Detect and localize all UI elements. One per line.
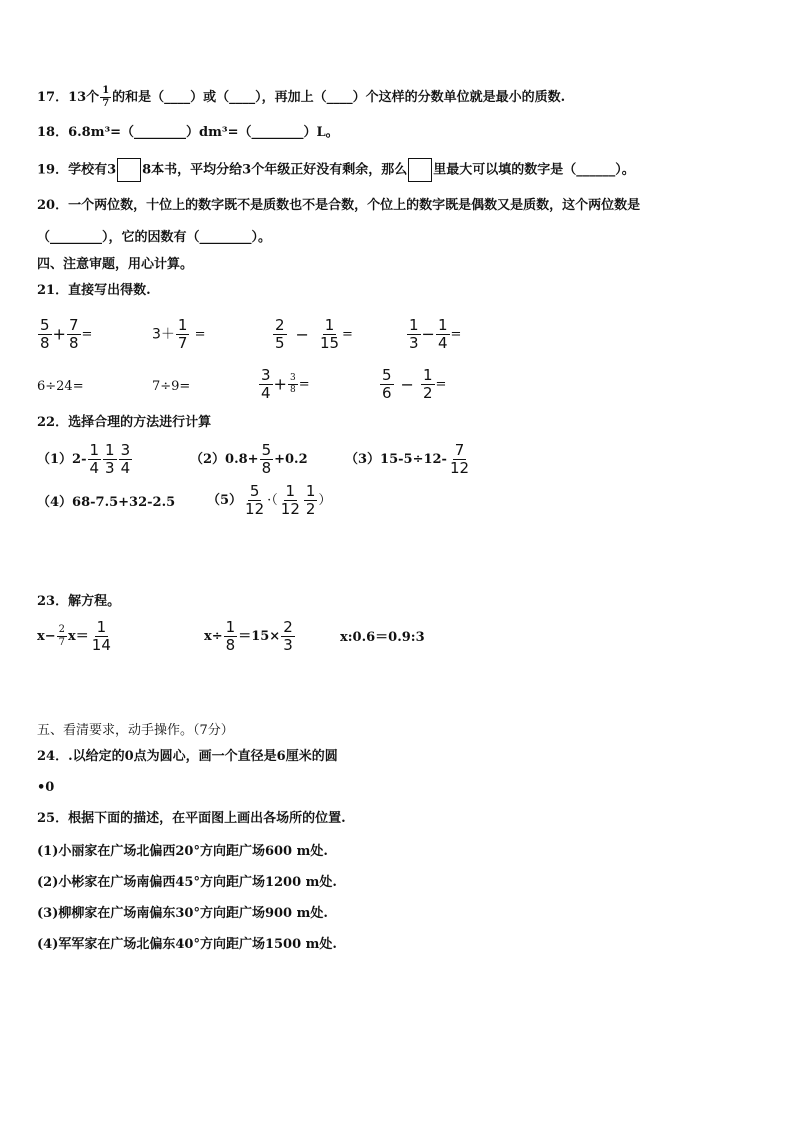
question-25-item: (2)小彬家在广场南偏西45°方向距广场1200 m处. (37, 875, 337, 890)
section-5-heading: 五、看清要求，动手操作。（7分） (37, 723, 234, 738)
center-point-0: •0 (37, 780, 55, 795)
question-20-line2: （________），它的因数有（________）。 (37, 230, 272, 245)
question-25-item: (3)柳柳家在广场南偏东30°方向距广场900 m处. (37, 906, 328, 921)
question-19: 19．学校有3 8本书，平均分给3个年级正好没有剩余，那么 里最大可以填的数字是（______）。 (37, 158, 635, 182)
question-20-line1: 20．一个两位数，十位上的数字既不是质数也不是合数，个位上的数字既是偶数又是质数，这个两位数是 (37, 198, 641, 213)
expr-22-2: （2）0.8+ $\frac{5}{8}$ +0.2 (190, 441, 308, 477)
question-25-item: (4)军军家在广场北偏东40°方向距广场1500 m处. (37, 937, 337, 952)
expr-21-2: 3＋ $\frac{1}{7}$ = (152, 316, 206, 352)
question-24: 24．.以给定的0点为圆心，画一个直径是6厘米的圆 (37, 749, 338, 764)
question-23-title: 23．解方程。 (37, 594, 121, 609)
expr-21-7: $\frac{3}{4}$ + $\frac{3}{8}$ = (261, 366, 310, 402)
expr-21-6: 7÷9= (152, 379, 191, 394)
question-25-title: 25．根据下面的描述，在平面图上画出各场所的位置. (37, 811, 346, 826)
expr-22-4: （4）68-7.5+32-2.5 (37, 495, 176, 510)
equation-2: x÷ $\frac{1}{8}$ ＝15× $\frac{2}{3}$ (204, 618, 293, 654)
question-25-item: (1)小丽家在广场北偏西20°方向距广场600 m处. (37, 844, 328, 859)
expr-21-1: $\frac{5}{8}$ + $\frac{7}{8}$ = (40, 316, 93, 352)
question-17: 17．13个 $\frac{1}{7}$ 的和是（____）或（____），再加上（____）个这样的分数单位就是最小的质数. (37, 85, 566, 109)
expr-21-8: $\frac{5}{6}$ − $\frac{1}{2}$ = (382, 366, 447, 402)
expr-21-4: $\frac{1}{3}$ − $\frac{1}{4}$ = (409, 316, 462, 352)
expr-22-1: （1）2- $\frac{1}{4}$ $\frac{1}{3}$ $\frac{3}{4}$ (37, 441, 131, 477)
blank-box (117, 158, 141, 182)
equation-1: x− $\frac{2}{7}$ x＝ $\frac{1}{14}$ (37, 618, 111, 654)
question-18: 18．6.8m³=（________）dm³=（________）L。 (37, 125, 339, 140)
expr-22-3: （3）15-5÷12- $\frac{7}{12}$ (345, 441, 470, 477)
expr-21-3: $\frac{2}{5}$ − $\frac{1}{15}$ = (275, 316, 353, 352)
question-22-title: 22．选择合理的方法进行计算 (37, 415, 212, 430)
section-4-heading: 四、注意审题，用心计算。 (37, 257, 194, 272)
expr-21-5: 6÷24= (37, 379, 84, 394)
equation-3: x:0.6＝0.9:3 (340, 630, 425, 645)
expr-22-5: （5） $\frac{5}{12}$ ·（ $\frac{1}{12}$ $\frac{1}{2}$ ） (207, 482, 332, 518)
blank-box (408, 158, 432, 182)
fraction: $\frac{1}{7}$ (102, 85, 110, 109)
question-21-title: 21．直接写出得数. (37, 283, 151, 298)
